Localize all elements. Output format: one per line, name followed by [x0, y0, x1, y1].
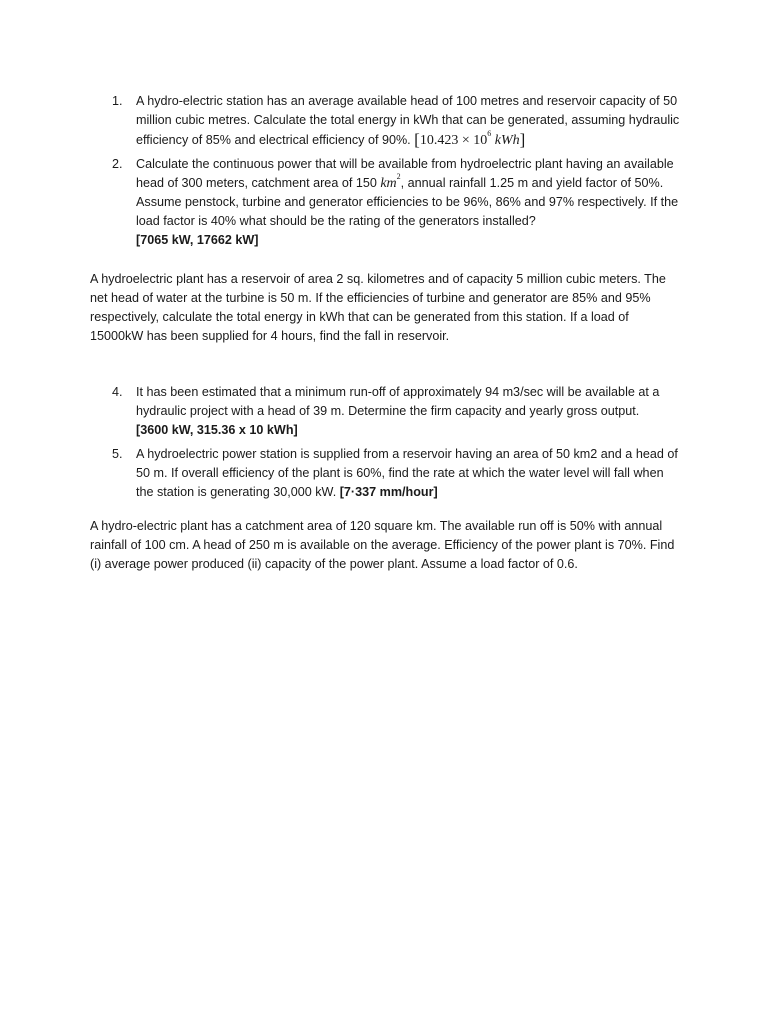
item-number: 5. [112, 447, 123, 461]
list-item [112, 383, 682, 440]
list-item [112, 445, 682, 502]
item-number: 4. [112, 385, 123, 399]
answer-text: [7·337 mm/hour] [339, 485, 438, 499]
unit-base: km [380, 176, 397, 191]
question-text-cont: , annual rainfall 1.25 m and yield factor of 50%. Assume penstock, turbine and generator efficiencies to be 96%, 86% and 97% respectively. If the load factor is 40% what should be the rating of the generators installed? [136, 176, 679, 228]
question-text: It has been estimated that a minimum run-off of approximately 94 m3/sec will be available at a hydraulic project with a head of 39 m. Determine the firm capacity and yearly gross output. [136, 385, 660, 418]
question-text: Calculate the continuous power that will be available from hydroelectric plant having an available head of 300 meters, catchment area of 150 [136, 157, 674, 190]
paragraph-2: A hydro-electric plant has a catchment area of 120 square km. The available run off is 50% with annual rainfall of 100 cm. A head of 250 m is available on the average. Efficiency of the power plant is 70%. Find (i) average power produced (ii) capacity of the power plant. Assume a load factor of 0.6. [90, 519, 675, 571]
unit-exponent: 2 [396, 172, 401, 182]
answer-text: [3600 kW, 315.36 x 10 kWh] [136, 423, 298, 437]
answer-times: × [461, 133, 470, 148]
answer-base: 10 [473, 133, 488, 148]
numbered-list-b [112, 383, 682, 507]
answer-unit: kWh [494, 133, 520, 148]
unit-formula [380, 172, 401, 191]
answer-formula: [$10.423 \times 10^6$ kWh] [414, 129, 526, 149]
question-text: A hydroelectric power station is supplied from a reservoir having an area of 50 km2 and a head of 50 m. If overall efficiency of the plant is 60%, find the rate at which the water level will fall when the station is generating 30,000 kW. [136, 447, 678, 499]
list-item [112, 92, 682, 150]
answer-text: [7065 kW, 17662 kW] [136, 233, 259, 247]
numbered-list-a [112, 92, 682, 255]
list-item [112, 155, 682, 250]
answer-exponent: 6 [487, 129, 492, 139]
item-number: 2. [112, 157, 123, 171]
question-text: A hydro-electric station has an average available head of 100 metres and reservoir capacity of 50 million cubic metres. Calculate the total energy in kWh that can be generated, assuming hydraulic efficiency of 85% and electrical efficiency of 90%. [136, 94, 680, 147]
answer-coefficient: 10.423 [419, 133, 459, 148]
item-number: 1. [112, 94, 123, 108]
paragraph-1: A hydroelectric plant has a reservoir of area 2 sq. kilometres and of capacity 5 million cubic meters. The net head of water at the turbine is 50 m. If the efficiencies of turbine and generator are 85% and 95% respectively, calculate the total energy in kWh that can be generated from this station. If a load of 15000kW has been supplied for 4 hours, find the fall in reservoir. [90, 272, 666, 343]
